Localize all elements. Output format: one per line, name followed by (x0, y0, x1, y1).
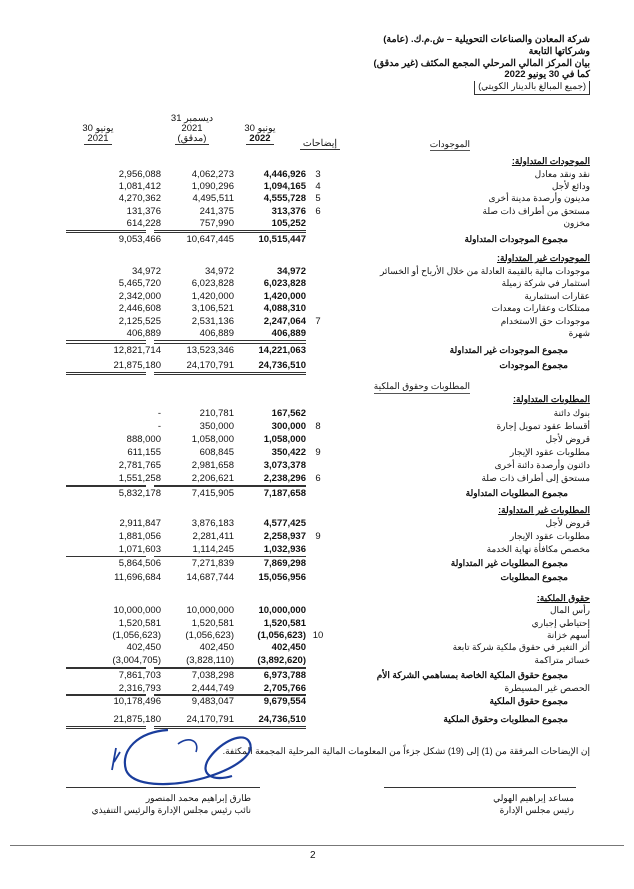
amount-jun-2022: 2,705,766 (263, 683, 306, 694)
amount-jun-2022: 105,252 (271, 218, 306, 229)
amount-dec-2021: 1,520,581 (191, 618, 234, 629)
amount-dec-2021: 2,281,411 (192, 531, 234, 542)
amount-jun-2021: 4,270,362 (118, 193, 161, 204)
amount-jun-2021: 2,911,847 (119, 518, 161, 529)
line-item-label: إحتياطي إجباري (531, 618, 590, 628)
note-reference: 7 (315, 316, 321, 327)
amount-jun-2022: 6,973,788 (263, 670, 306, 681)
company-subsidiaries: وشركاتها التابعة (528, 45, 590, 57)
amount-jun-2022: 4,555,728 (263, 193, 306, 204)
amount-jun-2022: 1,420,000 (263, 291, 306, 302)
amount-jun-2022: 10,000,000 (258, 605, 306, 616)
amount-jun-2021: 1,071,603 (118, 544, 161, 555)
line-item-label: مخزون (563, 218, 590, 228)
note-reference: 6 (315, 473, 321, 484)
line-item-label: مستحق إلى أطراف ذات صلة (481, 473, 590, 483)
line-item-label: نقد ونقد معادل (534, 169, 590, 179)
amount-dec-2021: 9,483,047 (191, 696, 234, 707)
note-reference: 3 (315, 169, 321, 180)
amount-dec-2021: 2,981,658 (191, 460, 234, 471)
amount-dec-2021: 406,889 (199, 328, 234, 339)
amount-dec-2021: 1,090,296 (191, 181, 234, 192)
line-item-label: مدينون وأرصدة مدينة أخرى (488, 193, 590, 203)
amount-dec-2021: 4,495,511 (192, 193, 234, 204)
line-item-label: استثمار في شركة زميلة (501, 278, 590, 288)
amount-jun-2021: 131,376 (126, 206, 161, 217)
statement-title: بيان المركز المالي المرحلي المجمع المكثف (غير مدقق) (373, 57, 590, 69)
col-header-dec-2021: 31 ديسمبر 2021 (مدقق) (170, 113, 214, 144)
amount-jun-2022: (3,892,620) (257, 655, 306, 666)
chairman-name: مساعد إبراهيم الهولي (493, 793, 574, 803)
amount-jun-2022: 24,736,510 (258, 714, 306, 725)
line-item-label: أقساط عقود تمويل إجارة (496, 421, 590, 431)
assets-heading: الموجودات (429, 139, 470, 149)
amount-jun-2021: 2,446,608 (118, 303, 161, 314)
amount-jun-2021: 402,450 (126, 642, 161, 653)
line-item-label: موجودات مالية بالقيمة العادلة من خلال الأرباح أو الخسائر (379, 266, 590, 276)
section-heading: الموجودات المتداولة: (511, 156, 590, 166)
amount-dec-2021: 6,023,828 (191, 278, 234, 289)
signature-vice-chairman (92, 792, 251, 816)
amount-jun-2021: 5,832,178 (118, 488, 161, 499)
amount-dec-2021: 7,271,839 (191, 558, 234, 569)
amount-dec-2021: 210,781 (199, 408, 234, 419)
amount-jun-2021: 1,551,258 (118, 473, 161, 484)
note-reference: 9 (315, 531, 321, 542)
amount-dec-2021: 10,647,445 (186, 234, 234, 245)
amount-jun-2022: 4,446,926 (263, 169, 306, 180)
amount-dec-2021: 2,206,621 (191, 473, 234, 484)
amount-jun-2022: 3,073,378 (263, 460, 306, 471)
signature-graphic (108, 722, 278, 792)
line-item-label: مطلوبات عقود الإيجار (509, 447, 590, 457)
line-item-label: رأس المال (549, 605, 590, 615)
amount-dec-2021: 13,523,346 (186, 345, 234, 356)
amount-dec-2021: 3,876,183 (191, 518, 234, 529)
line-item-label: مستحق من أطراف ذات صلة (482, 206, 590, 216)
amount-jun-2021: 1,881,056 (118, 531, 161, 542)
amount-jun-2022: 300,000 (271, 421, 306, 432)
section-heading: حقوق الملكية: (536, 593, 590, 603)
amount-dec-2021: 24,170,791 (186, 714, 234, 725)
amount-jun-2022: 2,247,064 (263, 316, 306, 327)
line-item-label: قروض لأجل (545, 518, 590, 528)
col-header-jun-2022: 30 يونيو 2022 (244, 123, 276, 144)
line-item-label: دائنون وأرصدة دائنة أخرى (494, 460, 590, 470)
amount-jun-2021: 1,520,581 (118, 618, 161, 629)
col-header-jun-2021: 30 يونيو 2021 (82, 123, 114, 144)
note-reference: 4 (315, 181, 321, 192)
amount-jun-2021: (3,004,705) (112, 655, 161, 666)
section-heading: المطلوبات المتداولة: (513, 394, 590, 404)
amount-jun-2021: 2,956,088 (118, 169, 161, 180)
statement-date: كما في 30 يونيو 2022 (504, 69, 590, 81)
amount-jun-2021: 7,861,703 (118, 670, 161, 681)
amount-jun-2022: 2,258,937 (263, 531, 306, 542)
vice-chairman-title: نائب رئيس مجلس الإدارة والرئيس التنفيذي (91, 805, 251, 815)
amount-jun-2021: 9,053,466 (118, 234, 161, 245)
line-item-label: شهرة (568, 328, 590, 338)
total-label: مجموع حقوق الملكية (489, 696, 568, 706)
statement-footnote: إن الإيضاحات المرفقة من (1) إلى (19) تشكل جزءاً من المعلومات المالية المرحلية المجمعة المكثفة. (222, 746, 590, 756)
amount-dec-2021: 757,990 (199, 218, 234, 229)
amount-jun-2022: 4,088,310 (263, 303, 306, 314)
amount-dec-2021: 7,038,298 (191, 670, 234, 681)
total-label: مجموع الموجودات غير المتداولة (449, 345, 568, 355)
amount-jun-2021: 34,972 (131, 266, 161, 277)
line-item-label: خسائر متراكمة (534, 655, 590, 665)
total-label: مجموع المطلوبات وحقوق الملكية (443, 714, 568, 724)
amount-jun-2021: 888,000 (126, 434, 161, 445)
section-heading: الموجودات غير المتداولة: (497, 253, 590, 263)
section-heading: المطلوبات غير المتداولة: (498, 505, 590, 515)
page-number: 2 (310, 850, 316, 861)
currency-note: (جميع المبالغ بالدينار الكويتي) (474, 81, 590, 95)
amount-dec-2021: 1,058,000 (191, 434, 234, 445)
line-item-label: مخصص مكافأة نهاية الخدمة (486, 544, 590, 554)
amount-jun-2022: 1,094,165 (263, 181, 306, 192)
line-item-label: عقارات استثمارية (524, 291, 590, 301)
amount-jun-2022: 1,032,936 (263, 544, 306, 555)
amount-jun-2021: 2,125,525 (118, 316, 161, 327)
amount-jun-2022: 9,679,554 (263, 696, 306, 707)
note-reference: 10 (312, 630, 324, 641)
amount-jun-2021: (1,056,623) (112, 630, 161, 641)
amount-jun-2022: 1,520,581 (263, 618, 306, 629)
amount-jun-2022: 6,023,828 (263, 278, 306, 289)
amount-jun-2021: 5,864,506 (118, 558, 161, 569)
company-name: شركة المعادن والصناعات التحويلية – ش.م.ك. (عامة) (383, 34, 590, 45)
line-item-label: أسهم خزانة (546, 630, 590, 640)
col-header-notes: إيضاحات (296, 139, 344, 150)
line-item-label: المطلوبات وحقوق الملكية (374, 381, 470, 394)
note-reference: 9 (315, 447, 321, 458)
amount-dec-2021: 402,450 (199, 642, 234, 653)
total-label: مجموع المطلوبات (500, 572, 568, 582)
amount-jun-2021: 10,178,496 (113, 696, 161, 707)
amount-dec-2021: 4,062,273 (191, 169, 234, 180)
total-label: مجموع المطلوبات غير المتداولة (450, 558, 568, 568)
note-reference: 5 (315, 193, 321, 204)
amount-jun-2022: 4,577,425 (263, 518, 306, 529)
amount-jun-2022: (1,056,623) (257, 630, 306, 641)
line-item-label: الحصص غير المسيطرة (504, 683, 590, 693)
amount-jun-2021: 21,875,180 (113, 714, 161, 725)
chairman-title: رئيس مجلس الإدارة (499, 805, 574, 815)
total-label: مجموع حقوق الملكية الخاصة بمساهمي الشركة الأم (376, 670, 568, 680)
amount-dec-2021: 608,845 (199, 447, 234, 458)
amount-jun-2022: 24,736,510 (258, 360, 306, 371)
total-label: مجموع المطلوبات المتداولة (465, 488, 568, 498)
amount-jun-2021: 1,081,412 (118, 181, 161, 192)
amount-dec-2021: 7,415,905 (191, 488, 234, 499)
line-item-label: أثر التغير في حقوق ملكية شركة تابعة (452, 642, 590, 652)
amount-jun-2021: 12,821,714 (113, 345, 161, 356)
note-reference: 6 (315, 206, 321, 217)
amount-jun-2021: 2,781,765 (118, 460, 161, 471)
line-item-label: مطلوبات عقود الإيجار (509, 531, 590, 541)
amount-jun-2022: 402,450 (271, 642, 306, 653)
amount-dec-2021: 1,420,000 (191, 291, 234, 302)
amount-jun-2022: 14,221,063 (258, 345, 306, 356)
note-reference: 8 (315, 421, 321, 432)
amount-jun-2021: 11,696,684 (114, 572, 161, 583)
amount-jun-2022: 313,376 (271, 206, 306, 217)
amount-dec-2021: 34,972 (204, 266, 234, 277)
vice-chairman-name: طارق إبراهيم محمد المنصور (145, 793, 251, 803)
line-item-label: موجودات حق الاستخدام (500, 316, 590, 326)
amount-dec-2021: 24,170,791 (186, 360, 234, 371)
amount-dec-2021: 241,375 (199, 206, 234, 217)
amount-dec-2021: 14,687,744 (186, 572, 234, 583)
amount-dec-2021: 350,000 (199, 421, 234, 432)
amount-dec-2021: 1,114,245 (192, 544, 234, 555)
amount-jun-2021: 2,342,000 (118, 291, 161, 302)
amount-jun-2021: 406,889 (126, 328, 161, 339)
line-item-label: ودائع لأجل (551, 181, 590, 191)
amount-dec-2021: 3,106,521 (191, 303, 234, 314)
amount-jun-2022: 2,238,296 (263, 473, 306, 484)
statement-header (374, 34, 590, 95)
signature-chairman (493, 792, 574, 816)
amount-jun-2021: 614,228 (126, 218, 161, 229)
amount-jun-2022: 406,889 (271, 328, 306, 339)
amount-jun-2022: 350,422 (271, 447, 306, 458)
line-item-label: بنوك دائنة (553, 408, 590, 418)
amount-jun-2021: 10,000,000 (113, 605, 161, 616)
amount-dec-2021: (3,828,110) (186, 655, 234, 666)
amount-dec-2021: 2,444,749 (191, 683, 234, 694)
amount-jun-2022: 7,869,298 (263, 558, 306, 569)
amount-dec-2021: 2,531,136 (191, 316, 234, 327)
amount-jun-2021: 21,875,180 (113, 360, 161, 371)
amount-dec-2021: 10,000,000 (186, 605, 234, 616)
amount-jun-2022: 167,562 (271, 408, 306, 419)
amount-jun-2021: - (157, 408, 161, 419)
amount-jun-2022: 15,056,956 (258, 572, 306, 583)
amount-jun-2021: 2,316,793 (118, 683, 161, 694)
amount-jun-2022: 10,515,447 (258, 234, 306, 245)
amount-jun-2022: 1,058,000 (263, 434, 306, 445)
amount-jun-2022: 7,187,658 (263, 488, 306, 499)
total-label: مجموع الموجودات (499, 360, 568, 370)
line-item-label: ممتلكات وعقارات ومعدات (491, 303, 590, 313)
amount-jun-2022: 34,972 (276, 266, 306, 277)
total-label: مجموع الموجودات المتداولة (464, 234, 568, 244)
line-item-label: قروض لأجل (545, 434, 590, 444)
amount-jun-2021: - (157, 421, 161, 432)
amount-jun-2021: 611,155 (127, 447, 161, 458)
amount-jun-2021: 5,465,720 (118, 278, 161, 289)
amount-dec-2021: (1,056,623) (185, 630, 234, 641)
